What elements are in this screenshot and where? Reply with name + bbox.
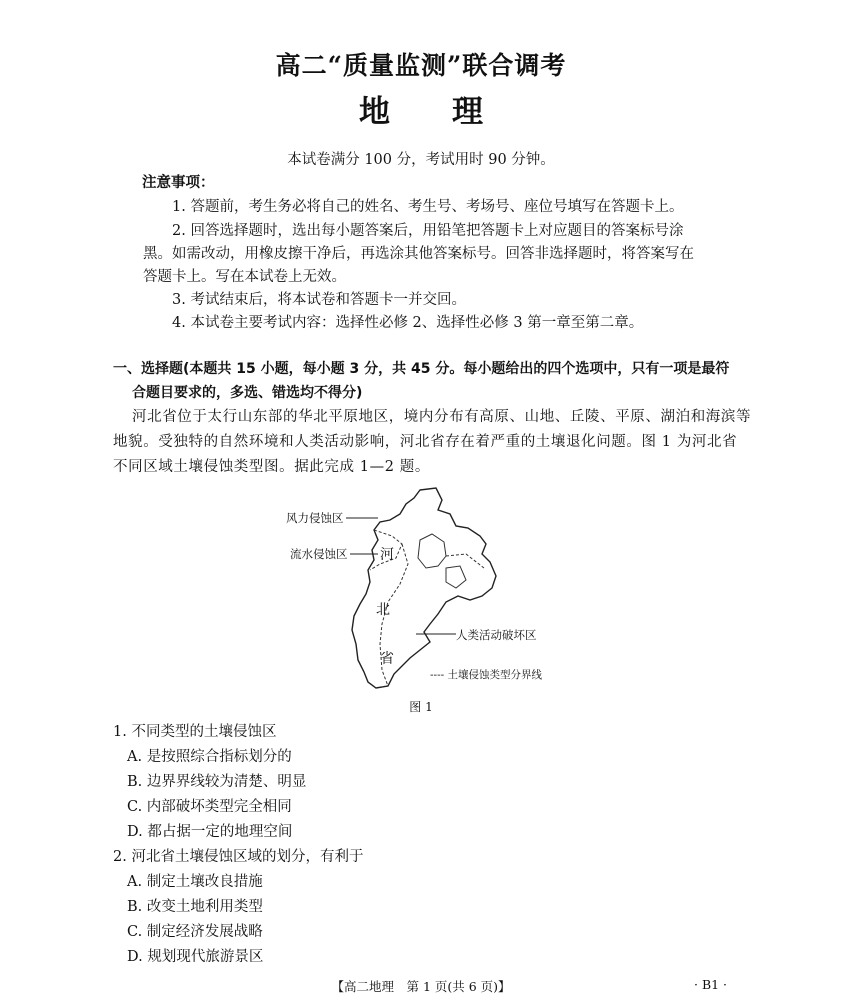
tianjin-area xyxy=(446,566,466,588)
note-4: 4. 本试卷主要考试内容：选择性必修 2、选择性必修 3 第一章至第二章。 xyxy=(172,315,644,331)
question-1-option-a: A. 是按照综合指标划分的 xyxy=(127,749,292,765)
label-human-damage: 人类活动破坏区 xyxy=(456,628,537,642)
question-2-stem: 2. 河北省土壤侵蚀区域的划分，有利于 xyxy=(113,849,364,865)
note-2-line-1: 2. 回答选择题时，选出每小题答案后，用铅笔把答题卡上对应题目的答案标号涂 xyxy=(172,223,684,239)
section-heading-line-1: 一、选择题(本题共 15 小题，每小题 3 分，共 45 分。每小题给出的四个选项中，只有一项是最符 xyxy=(113,361,730,377)
subject-title: 地理 xyxy=(359,94,545,130)
label-wind-erosion: 风力侵蚀区 xyxy=(286,511,344,525)
note-1: 1. 答题前，考生务必将自己的姓名、考生号、考场号、座位号填写在答题卡上。 xyxy=(172,199,684,215)
passage-line-1: 河北省位于太行山东部的华北平原地区，境内分布有高原、山地、丘陵、平原、湖泊和海滨等 xyxy=(132,409,752,425)
question-2-option-b: B. 改变土地利用类型 xyxy=(127,899,263,915)
label-water-erosion: 流水侵蚀区 xyxy=(290,547,348,561)
question-2-option-c: C. 制定经济发展战略 xyxy=(127,924,263,940)
question-1-option-b: B. 边界界线较为清楚、明显 xyxy=(127,774,307,790)
section-heading-line-2: 合题目要求的，多选、错选均不得分) xyxy=(132,385,363,401)
figure-caption: 图 1 xyxy=(409,700,433,714)
boundary-coast xyxy=(446,554,484,568)
passage-line-3: 不同区域土壤侵蚀类型图。据此完成 1—2 题。 xyxy=(113,459,430,475)
exam-title: 高二“质量监测”联合调考 xyxy=(275,51,567,80)
map-char-sheng: 省 xyxy=(380,651,394,667)
beijing-area xyxy=(418,534,446,568)
map-char-he: 河 xyxy=(380,547,394,563)
page-code: · B1 · xyxy=(694,977,728,992)
map-char-bei: 北 xyxy=(376,602,390,618)
note-2-line-3: 答题卡上。写在本试卷上无效。 xyxy=(143,269,346,285)
exam-intro: 本试卷满分 100 分，考试用时 90 分钟。 xyxy=(287,152,555,168)
notes-heading: 注意事项： xyxy=(142,175,215,191)
hebei-erosion-map xyxy=(270,484,570,694)
question-1-stem: 1. 不同类型的土壤侵蚀区 xyxy=(113,724,277,740)
note-2-line-2: 黑。如需改动，用橡皮擦干净后，再选涂其他答案标号。回答非选择题时，将答案写在 xyxy=(143,246,694,262)
page-footer: 【高二地理 第 1 页(共 6 页)】 xyxy=(331,979,511,994)
question-1-option-c: C. 内部破坏类型完全相同 xyxy=(127,799,292,815)
question-2-option-d: D. 规划现代旅游景区 xyxy=(127,949,264,965)
map-legend: ---- 土壤侵蚀类型分界线 xyxy=(430,669,543,681)
note-3: 3. 考试结束后，将本试卷和答题卡一并交回。 xyxy=(172,292,466,308)
question-2-option-a: A. 制定土壤改良措施 xyxy=(127,874,263,890)
passage-line-2: 地貌。受独特的自然环境和人类活动影响，河北省存在着严重的土壤退化问题。图 1 为河北省 xyxy=(113,434,738,450)
question-1-option-d: D. 都占据一定的地理空间 xyxy=(127,824,293,840)
